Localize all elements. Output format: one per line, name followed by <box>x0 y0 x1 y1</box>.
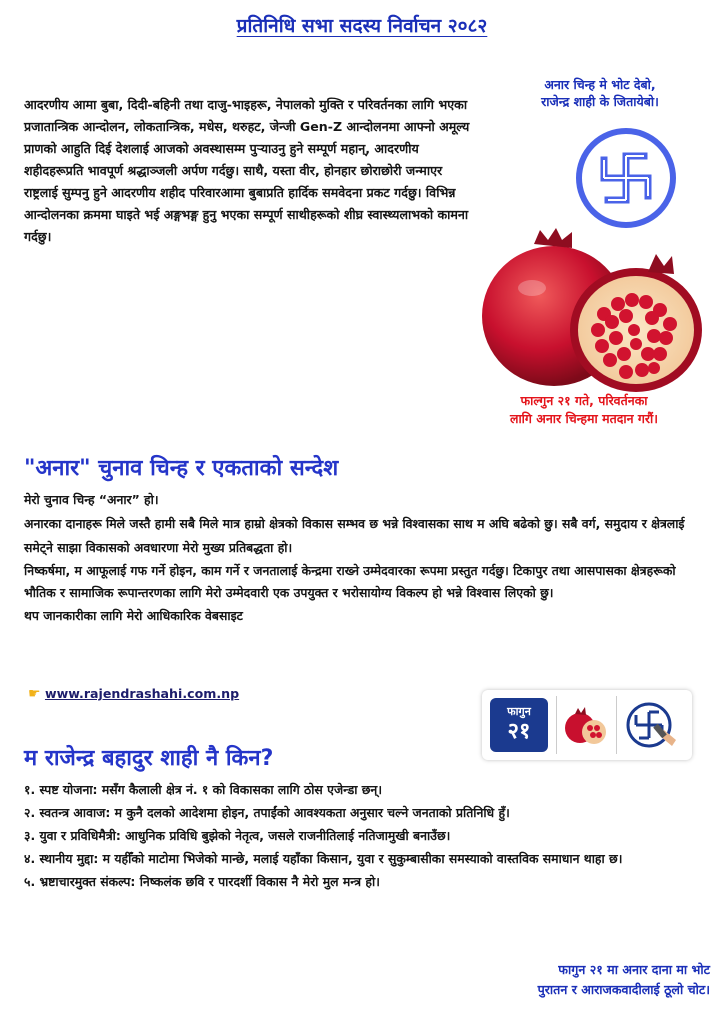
pointing-hand-icon: ☛ <box>28 686 41 702</box>
reason-item-2: २. स्वतन्त्र आवाज: म कुनै दलको आदेशमा होइन, तपाईंको आवश्यकता अनुसार चल्ने जनताको प्रतिनिधि हुँ। <box>24 805 510 820</box>
footer-line-2: पुरातन र आराजकवादीलाई ठूलो चोट। <box>537 982 710 997</box>
reason-item-3: ३. युवा र प्रविधिमैत्री: आधुनिक प्रविधि बुझेको नेतृत्व, जसले राजनीतिलाई नतिजामुखी बनाउँछ। <box>24 828 451 843</box>
reason-item-5: ५. भ्रष्टाचारमुक्त संकल्प: निष्कलंक छवि र पारदर्शी विकास नै मेरो मुल मन्त्र हो। <box>24 874 380 889</box>
symbol-paragraph-unity: अनारका दानाहरू मिले जस्तै हामी सबै मिले मात्र हाम्रो क्षेत्रको विकास सम्भव छ भन्ने विश्वासका साथ म अघि बढेको छु। सबै वर्ग, समुदाय र क्षेत्रलाई समेट्ने साझा विकासको अवधारणा मेरो मुख्य प्रतिबद्धता हो। <box>24 516 685 555</box>
date-badge <box>490 698 548 752</box>
website-link[interactable]: www.rajendrashahi.com.np <box>44 686 240 701</box>
website-row <box>28 686 239 702</box>
slogan-red-line-2: लागि अनार चिन्हमा मतदान गरौं। <box>509 411 659 426</box>
slogan-top-line-1: अनार चिन्ह मे भोट देबो, <box>544 77 656 92</box>
reason-item-1: १. स्पष्ट योजना: मसँग कैलाली क्षेत्र नं. १ को विकासका लागि ठोस एजेन्डा छन्। <box>24 782 383 797</box>
symbol-section-body <box>24 488 704 628</box>
symbol-line-1: मेरो चुनाव चिन्ह “अनार” हो। <box>24 492 159 507</box>
election-date-banner <box>482 690 692 760</box>
reason-item-4: ४. स्थानीय मुद्दा: म यहीँको माटोमा भिजेको मान्छे, मलाई यहाँका किसान, युवा र सुकुम्बासीका समस्याको वास्तविक समाधान थाहा छ। <box>24 851 623 866</box>
slogan-top <box>482 76 718 110</box>
date-month: फागुन <box>507 705 531 718</box>
slogan-red-line-1: फाल्गुन २१ गते, परिवर्तनका <box>520 393 648 408</box>
swastika-symbol-icon <box>576 128 676 228</box>
footer-line-1: फागुन २१ मा अनार दाना मा भोट <box>558 962 710 977</box>
section-heading-why: म राजेन्द्र बहादुर शाही नै किन? <box>24 746 274 771</box>
pomegranate-small-icon <box>560 702 610 748</box>
symbol-paragraph-conclusion: निष्कर्षमा, म आफूलाई गफ गर्ने होइन, काम गर्ने र जनतालाई केन्द्रमा राख्ने उम्मेदवारका रूपमा प्रस्तुत गर्दछु। टिकापुर तथा आसपासका क्षेत्रहरूको भौतिक र सामाजिक रूपान्तरणका लागि मेरो उम्मेदवारी एक उपयुक्त र भरोसायोग्य विकल्प हो भन्ने विश्वास लिएको छु। <box>24 563 676 600</box>
page-title: प्रतिनिधि सभा सदस्य निर्वाचन २०८२ <box>236 15 488 37</box>
pomegranate-icon <box>476 218 706 394</box>
intro-paragraph: आदरणीय आमा बुबा, दिदी-बहिनी तथा दाजु-भाइहरू, नेपालको मुक्ति र परिवर्तनका लागि भएका प्रजातान्त्रिक आन्दोलन, लोकतान्त्रिक, मधेस, थरुहट, जेन्जी Gen-Z आन्दोलनमा आफ्नो अमूल्य प्राणको आहुति दिई देशलाई आजको अवस्थासम्म पुर्‍याउनु हुने सम्पूर्ण महान्, आदरणीय शहीदहरूप्रति भावपूर्ण श्रद्धाञ्जली अर्पण गर्दछु। साथै, यस्ता वीर, होनहार छोराछोरी जन्माएर राष्ट्रलाई सुम्पनु हुने आदरणीय शहीद परिवारआमा बुबाप्रति हार्दिक समवेदना प्रकट गर्दछु। विभिन्न आन्दोलनका क्रममा घाइते भई अङ्गभङ्ग हुनु भएका सम्पूर्ण साथीहरूको शीघ्र स्वास्थ्यलाभको कामना गर्दछु। <box>24 97 470 244</box>
section-heading-symbol: "अनार" चुनाव चिन्ह र एकताको सन्देश <box>24 456 339 481</box>
slogan-top-line-2: राजेन्द्र शाही के जितायेबो। <box>541 94 659 109</box>
footer-slogan <box>400 960 710 1000</box>
date-day: २१ <box>507 719 531 744</box>
slogan-red <box>448 392 720 428</box>
ballot-stamp-icon <box>624 700 682 750</box>
website-intro: थप जानकारीका लागि मेरो आधिकारिक वेबसाइट <box>24 608 243 623</box>
reasons-list <box>24 778 714 894</box>
